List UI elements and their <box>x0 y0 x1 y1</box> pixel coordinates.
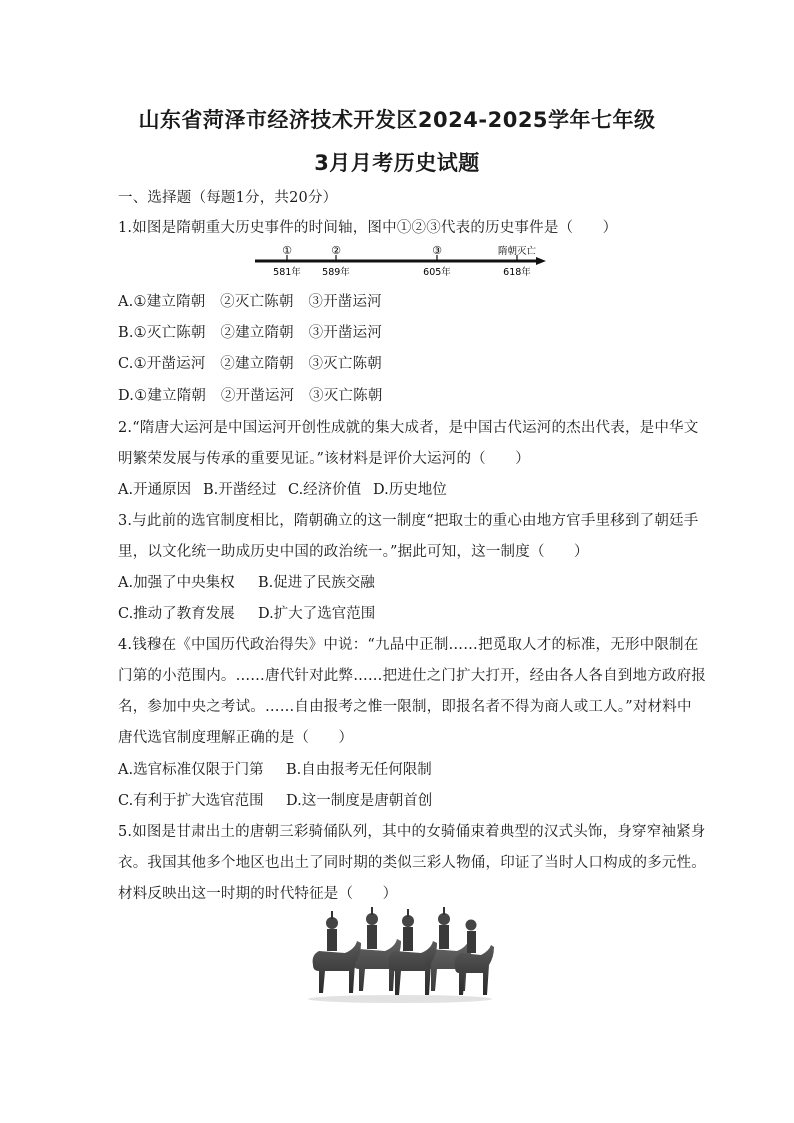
question-2-option-c: C.经济价值 <box>288 482 362 498</box>
horse-rider-figurine <box>313 911 361 993</box>
question-2-option-d: D.历史地位 <box>373 482 447 498</box>
question-5-stem-line-3: 材料反映出这一时期的时代特征是（ ） <box>118 886 398 902</box>
question-1-option-b: B.①灭亡陈朝 ②建立隋朝 ③开凿运河 <box>118 325 383 341</box>
question-5-stem-line-1: 5.如图是甘肃出土的唐朝三彩骑俑队列，其中的女骑俑束着典型的汉式头饰，身穿窄袖紧身 <box>118 824 706 840</box>
timeline-year-589: 589年 <box>322 267 350 278</box>
timeline-year-618: 618年 <box>503 267 531 278</box>
question-2-option-b: B.开凿经过 <box>203 482 277 498</box>
timeline-year-605: 605年 <box>423 267 451 278</box>
timeline-mark-1: ① <box>282 244 292 257</box>
sui-timeline-figure <box>255 244 555 278</box>
exam-title: 山东省菏泽市经济技术开发区2024-2025学年七年级 <box>138 108 656 132</box>
question-4-stem-line-4: 唐代选官制度理解正确的是（ ） <box>118 730 354 746</box>
question-1-stem: 1.如图是隋朝重大历史事件的时间轴，图中①②③代表的历史事件是（ ） <box>118 220 618 236</box>
timeline-mark-3: ③ <box>432 244 442 257</box>
question-1-option-c: C.①开凿运河 ②建立隋朝 ③灭亡陈朝 <box>118 356 382 372</box>
question-4-options-row-1 <box>118 758 432 779</box>
question-1-option-a: A.①建立隋朝 ②灭亡陈朝 ③开凿运河 <box>118 294 382 310</box>
question-4-stem-line-3: 名，参加中央之考试。……自由报考之惟一限制，即报名者不得为商人或工人。”对材料中 <box>118 699 692 715</box>
question-3-option-c: C.推动了教育发展 <box>118 606 235 622</box>
question-3-option-a: A.加强了中央集权 <box>118 575 235 591</box>
question-3-options-row-1 <box>118 571 375 592</box>
question-4-option-d: D.这一制度是唐朝首创 <box>286 793 433 809</box>
horse-rider-figurine <box>455 920 494 996</box>
question-4-option-b: B.自由报考无任何限制 <box>286 762 432 778</box>
exam-subtitle: 3月月考历史试题 <box>314 151 480 175</box>
question-2-option-a: A.开通原因 <box>118 482 192 498</box>
question-3-option-b: B.促进了民族交融 <box>258 575 375 591</box>
question-3-stem-line-1: 3.与此前的选官制度相比，隋朝确立的这一制度“把取士的重心由地方官手里移到了朝廷手 <box>118 513 699 529</box>
question-4-option-c: C.有利于扩大选官范围 <box>118 793 264 809</box>
tang-sancai-figurines-image <box>305 905 495 1005</box>
timeline-mark-sui-fall: 隋朝灭亡 <box>497 246 537 257</box>
timeline-mark-2: ② <box>331 244 341 257</box>
section-header: 一、选择题（每题1分，共20分） <box>118 190 338 206</box>
timeline-arrow-icon <box>536 257 546 265</box>
question-4-stem-line-2: 门第的小范围内。……唐代针对此弊……把进仕之门扩大打开，经由各人各自到地方政府报 <box>118 668 706 684</box>
question-3-option-d: D.扩大了选官范围 <box>258 606 376 622</box>
timeline-year-581: 581年 <box>273 267 301 278</box>
question-5-stem-line-2: 衣。我国其他多个地区也出土了同时期的类似三彩人物俑，印证了当时人口构成的多元性。 <box>118 855 706 871</box>
question-3-options-row-2 <box>118 602 375 623</box>
question-1-option-d: D.①建立隋朝 ②开凿运河 ③灭亡陈朝 <box>118 388 383 404</box>
question-2-stem-line-1: 2.“隋唐大运河是中国运河开创性成就的集大成者，是中国古代运河的杰出代表，是中华文 <box>118 420 699 436</box>
question-2-options <box>118 478 447 499</box>
question-3-stem-line-2: 里，以文化统一助成历史中国的政治统一。”据此可知，这一制度（ ） <box>118 544 589 560</box>
question-4-option-a: A.选官标准仅限于门第 <box>118 762 264 778</box>
question-4-options-row-2 <box>118 789 432 810</box>
question-2-stem-line-2: 明繁荣发展与传承的重要见证。”该材料是评价大运河的（ ） <box>118 451 530 467</box>
question-4-stem-line-1: 4.钱穆在《中国历代政治得失》中说：“九品中正制……把觅取人才的标准，无形中限制在 <box>118 637 699 653</box>
